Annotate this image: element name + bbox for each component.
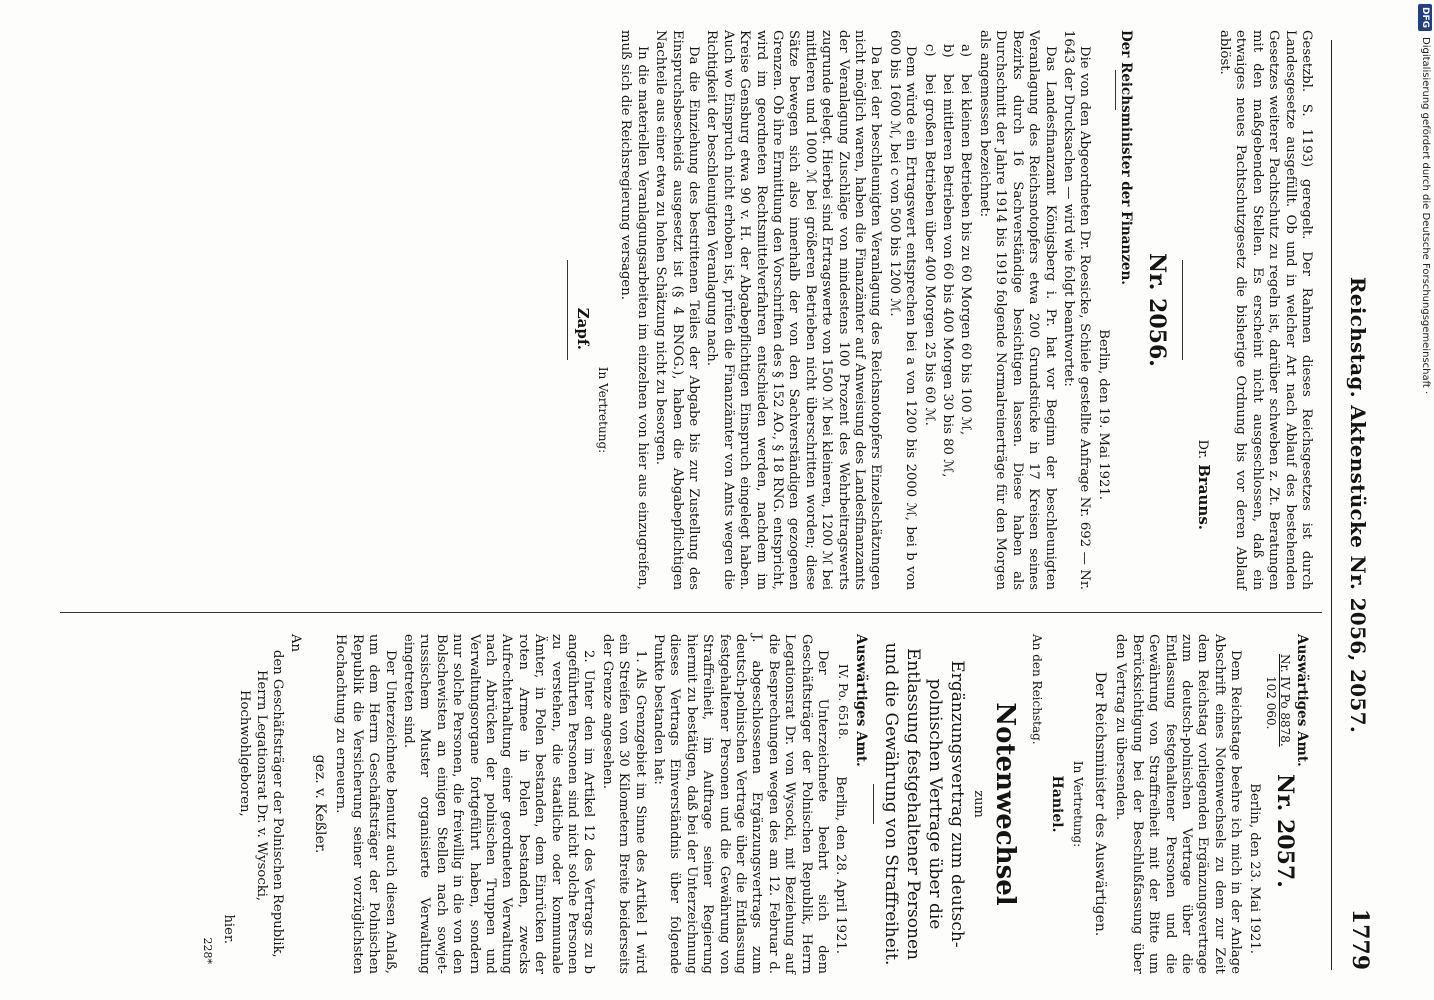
recipient-line: Herrn Legationsrat Dr. v. Wysocki, xyxy=(253,670,269,902)
subject-heading: Ergänzungsvertrag zum deutsch-polnischen Vertrage über die Entlassung festgehaltener Personen und die Gewährung von Straffreiheit. xyxy=(880,642,967,966)
list-item xyxy=(920,30,936,590)
reference-number: IV. Po. 6518. xyxy=(836,664,851,740)
paragraph: In die materiellen Veranlagungsarbeiten im einzelnen von hier aus einzugreifen, muß sich die Reichsregierung versagen. xyxy=(618,30,650,590)
ministry-heading: Auswärtiges Amt. xyxy=(852,634,869,767)
separator-rule xyxy=(567,260,568,360)
notenwechsel-heading: Notenwechsel xyxy=(990,702,1021,906)
column-divider xyxy=(60,612,1322,613)
dfg-logo: DFG xyxy=(1418,4,1432,31)
an-label: An xyxy=(288,634,304,653)
right-column xyxy=(199,634,1314,974)
vertretung-label: In Vertretung: xyxy=(1070,760,1085,848)
paragraph: Der Unterzeichnete benutzt auch diesen Anlaß, um dem Herrn Geschäftsträger der Polnischen Republik die Versicherung seiner vorzüglichsten Hochachtung zu erneuern. xyxy=(333,634,398,974)
left-column xyxy=(557,30,1314,590)
separator-rule-short xyxy=(1115,70,1116,110)
signer-name: Haniel. xyxy=(1049,775,1066,833)
paragraph: Dem würde ein Ertragswert entsprechen bei a von 1200 bis 2000 ℳ, bei b von 600 bis 1600 ℳ, bei c von 500 bis 1200 ℳ. xyxy=(886,30,919,590)
separator-rule xyxy=(1182,260,1183,360)
date-line: Berlin, den 23. Mai 1921. xyxy=(1246,783,1262,954)
ministry-heading: Auswärtiges Amt. xyxy=(1294,634,1310,767)
page-header xyxy=(1331,40,1372,970)
reference-line: 102 060. xyxy=(1263,676,1278,730)
signer-ministry: Der Reichsminister des Auswärtigen. xyxy=(1091,671,1108,937)
signature-zapf: Zapf. xyxy=(573,307,592,350)
list-item-text: bei mittleren Betrieben von 60 bis 400 Morgen 30 bis 80 ℳ, xyxy=(940,74,956,478)
document-number-heading: Nr. 2057. xyxy=(1271,774,1298,888)
rotated-document xyxy=(40,0,1400,1000)
signer-name: Brauns. xyxy=(1194,464,1213,530)
list-item-label: c) xyxy=(921,44,937,57)
paragraph: 1. Als Grenzgebiet im Sinne des Artikel 1 wird ein Streifen von 30 Kilometern Breite beiderseits der Grenze angesehen. xyxy=(599,634,648,974)
hier-label: hier. xyxy=(220,914,236,944)
paragraph: Der Unterzeichnete beehrt sich dem Geschäftsträger der Polnischen Republik, Herrn Legationsrat Dr. von Wysocki, mit Beziehung auf die Besprechungen wegen des am 12. Februar d. J. abgeschlossenen Ergänzungsvertrags zum deutsch-polnischen Vertrage über die Entlassung festgehaltener Personen und die Gewährung von Straffreiheit, im Auftrage seiner Regierung hiermit zu bestätigen, daß bei der Unterzeichnung dieses Vertrags Einverständnis über folgende Punkte bestanden hat: xyxy=(651,634,831,974)
ministry-heading: Der Reichsminister der Finanzen. xyxy=(1118,30,1135,285)
footer-mark: 228* xyxy=(201,937,215,964)
list-item xyxy=(939,30,955,590)
signature-brauns xyxy=(1193,30,1211,530)
signed-line: gez. v. Keßler. xyxy=(311,754,328,854)
vertretung-label: In Vertretung: xyxy=(595,366,610,454)
page-header-title: Reichstag. Aktenstücke Nr. 2056, 2057. xyxy=(1346,276,1370,734)
digitization-note xyxy=(1418,4,1434,994)
list-item-label: b) xyxy=(940,44,956,58)
reference-line: Nr. IV Po 8878. xyxy=(1277,654,1292,747)
recipient-line: den Geschäftsträger der Polnischen Republik, xyxy=(270,650,286,958)
separator-rule-short xyxy=(873,784,874,824)
paragraph: Dem Reichstage beehre ich mich in der Anlage Abschrift eines Notenwechsels zu dem zur Zeit dem Reichstag vorliegenden Ergänzungsvertrage zum deutsch-polnischen Vertrage über die Entlassung festgehaltener Personen und die Gewährung von Straffreiheit mit der Bitte um Berücksichtigung bei der Beschlußfassung über den Vertrag zu übersenden. xyxy=(1113,634,1244,974)
digitization-credit: Digitalisierung gefördert durch die Deutsche Forschungsgemeinschaft · xyxy=(1420,37,1431,395)
paragraph: Da die Einziehung des bestrittenen Teiles der Abgabe bis zur Zustellung des Einspruchsbescheids ausgesetzt ist (§ 4 BNOG.), haben die Abgabepflichtigen Nachteile aus einer etwa zu hohen Schätzung nicht zu besorgen. xyxy=(653,30,701,590)
date-line: Berlin, den 19. Mai 1921. xyxy=(1095,329,1111,500)
list-item-text: bei großen Betrieben über 400 Morgen 25 bis 60 ℳ. xyxy=(921,74,937,426)
page-number: 1779 xyxy=(1347,908,1373,970)
paragraph: 2. Unter den im Artikel 12 des Vertrags zu b angeführten Personen sind nicht solche Personen zu verstehen, die staatliche oder kommunale Ämter, in Polen bestanden, dem Einrücken der roten Armee in Polen bestanden, zwecks Aufrechterhaltung einer geordneten Verwaltung nach Abrücken der polnischen Truppen und Verwaltungsorgane fortgeführt haben, sondern nur solche Personen, die freiwillig in die von den Bolschewisten an einigen Stellen nach sowjet-russischem Muster organisierte Verwaltung eingetreten sind. xyxy=(400,634,597,974)
paragraph: Das Landesfinanzamt Königsberg i. Pr. hat vor Beginn der beschleunigten Veranlagung des Reichsnotopfers etwa 200 Grundstücke in 17 Kreisen seines Bezirks durch 16 Sachverständige besichtigen lassen. Diese haben als Durchschnitt der Jahre 1914 bis 1919 folgende Normalreinerträge für den Morgen als angemessen bezeichnet: xyxy=(976,30,1058,590)
document-number-heading: Nr. 2056. xyxy=(1144,253,1171,367)
paragraph: Da bei der beschleunigten Veranlagung des Reichsnotopfers Einzelschätzungen nicht möglich waren, haben die Finanzämter auf Anweisung des Landesfinanzamts der Veranlagung Zuschläge von mindestens 100 Prozent des Wehrbeitragswerts zugrunde gelegt. Hierbei sind Ertragswerte von 1500 ℳ bei kleineren, 1200 ℳ bei mittleren und 1000 ℳ bei größeren Betrieben nicht überschritten worden; diese Sätze bewegen sich also innerhalb der von den Sachverständigen gezogenen Grenzen. Ob ihre Ermittlung den Vorschriften des § 152 AO., § 18 RNG. entspricht, wird im geordneten Rechtsmittelverfahren entschieden werden, nachdem im Kreise Gensburg etwa 90 v. H. der Abgabepflichtigen Einspruch eingelegt haben. Auch wo Einspruch nicht erhoben ist, prüfen die Finanzämter von Amts wegen die Richtigkeit der beschleunigten Veranlagung nach. xyxy=(704,30,884,590)
list-item xyxy=(957,30,973,590)
list-item-text: bei kleinen Betrieben bis zu 60 Morgen 60 bis 100 ℳ, xyxy=(958,74,974,436)
recipient-line: Hochwohlgeboren, xyxy=(237,690,253,817)
list-item-label: a) xyxy=(958,44,974,58)
zum-label: zum xyxy=(971,790,987,818)
date-line: Berlin, den 28. April 1921. xyxy=(833,776,849,954)
addressee-line: An den Reichstag. xyxy=(1029,634,1044,745)
signer-title: Dr. xyxy=(1194,439,1210,459)
digitization-note-text xyxy=(1418,4,1432,994)
paragraph: Die von den Abgeordneten Dr. Roesicke, Schiele gestellte Anfrage Nr. 692 — Nr. 1643 der Drucksachen — wird wie folgt beantwortet: xyxy=(1060,30,1093,590)
intro-paragraph: Gesetzbl. S. 1193) geregelt. Der Rahmen dieses Reichsgesetzes ist durch Landesgesetze ausgefüllt. Ob und in welcher Art nach Ablauf des bestehenden Gesetzes weiterer Pachtschutz zu regeln ist, darüber schweben z. Zt. Beratungen mit den maßgebenden Stellen. Es erscheint nicht ausgeschlossen, daß ein etwaiges neues Pachtschutzgesetz die bisherige Ordnung bis vor deren Ablauf ablöst. xyxy=(1216,30,1314,590)
